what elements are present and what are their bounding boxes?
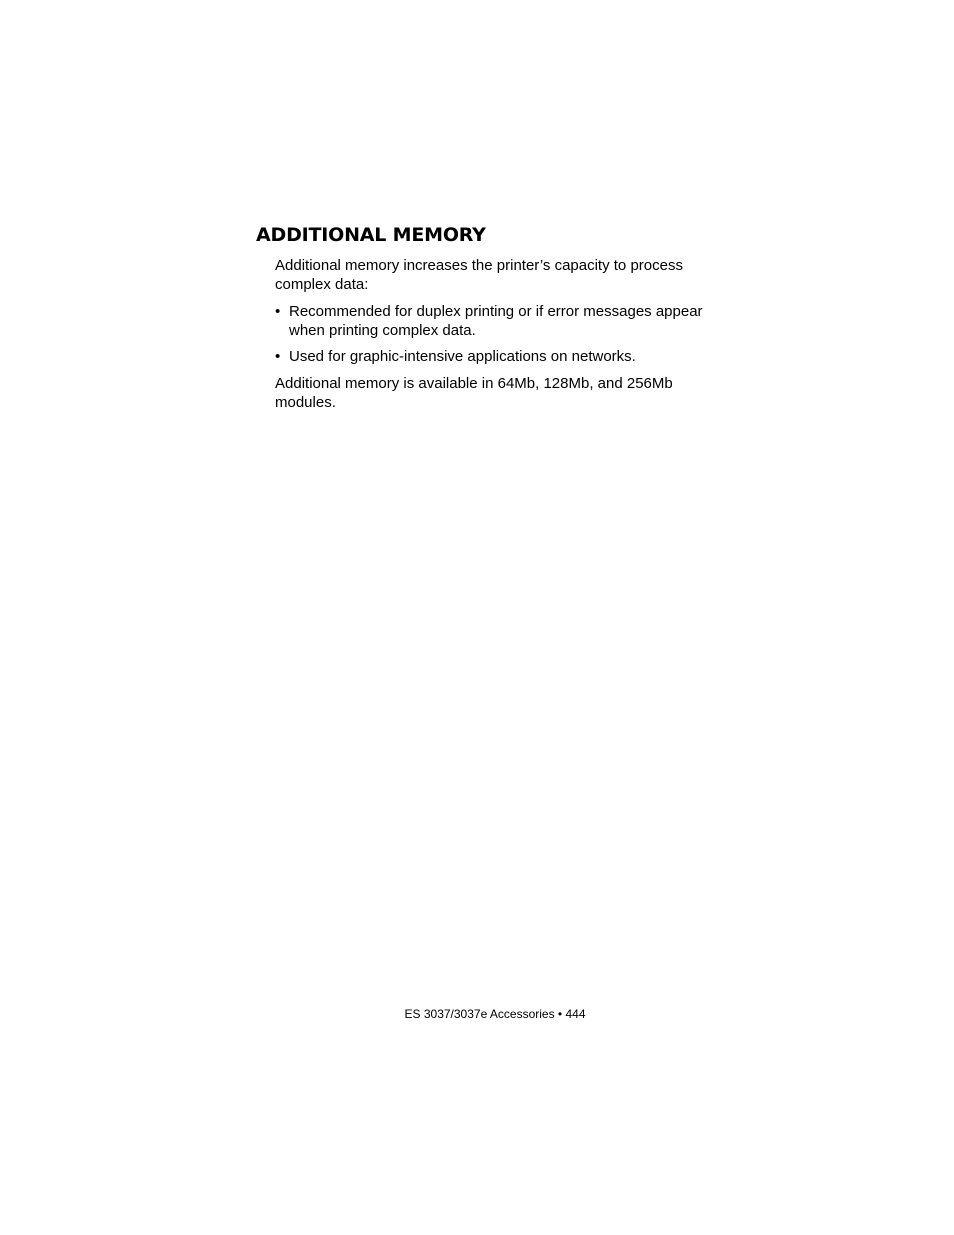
list-item-text: Recommended for duplex printing or if error messages appear when printing complex data.: [289, 303, 703, 339]
section-heading: ADDITIONAL MEMORY: [256, 224, 486, 246]
page-footer: ES 3037/3037e Accessories • 444: [404, 1007, 586, 1021]
bullet-list: [275, 302, 735, 366]
bullet-marker: •: [275, 348, 281, 365]
section-body: [275, 256, 735, 420]
closing-paragraph: Additional memory is available in 64Mb, 128Mb, and 256Mb modules.: [275, 375, 673, 411]
list-item: [275, 302, 735, 340]
list-item: [275, 347, 735, 366]
list-item-text: Used for graphic-intensive applications on networks.: [289, 348, 636, 365]
bullet-marker: •: [275, 303, 281, 320]
intro-paragraph: Additional memory increases the printer’s capacity to process complex data:: [275, 257, 683, 293]
